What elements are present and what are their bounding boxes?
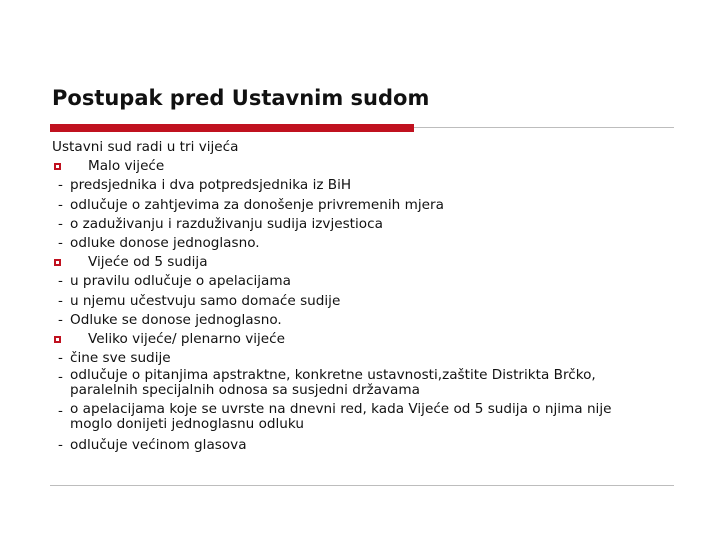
dash-marker: -	[58, 311, 63, 328]
hollow-square-icon	[54, 259, 61, 266]
intro-text: Ustavni sud radi u tri vijeća	[52, 139, 239, 155]
dash-marker: -	[58, 215, 63, 232]
list-item	[52, 349, 652, 368]
list-item-text: u njemu učestvuju samo domaće sudije	[70, 292, 341, 309]
title-divider-line	[414, 127, 674, 128]
list-item	[52, 292, 652, 311]
list-item	[52, 234, 652, 253]
list-item-text: odluke donose jednoglasno.	[70, 234, 260, 251]
dash-marker: -	[58, 350, 63, 367]
list-item-text: predsjednika i dva potpredsjednika iz BiH	[70, 177, 352, 194]
section-heading-label: Vijeće od 5 sudija	[88, 254, 208, 271]
list-item	[52, 436, 652, 455]
dash-marker: -	[58, 437, 63, 454]
section-heading-label: Veliko vijeće/ plenarno vijeće	[88, 330, 286, 347]
list-item	[52, 272, 652, 291]
section-heading-vijece-od-5-sudija	[52, 253, 652, 272]
list-item	[52, 311, 652, 330]
hollow-square-icon	[54, 163, 61, 170]
dash-marker: -	[58, 234, 63, 251]
list-item	[52, 402, 652, 432]
hollow-square-icon	[54, 336, 61, 343]
list-item	[52, 215, 652, 234]
list-item	[52, 176, 652, 195]
dash-marker: -	[58, 273, 63, 290]
section-heading-veliko-vijece	[52, 330, 652, 349]
slide-title: Postupak pred Ustavnim sudom	[52, 86, 430, 110]
list-item-text: odlučuje o pitanjima apstraktne, konkretne ustavnosti,zaštite Distrikta Brčko, paralelnih specijalnih odnosa sa susjedni državama	[70, 367, 596, 399]
dash-marker: -	[58, 196, 63, 213]
section-heading-label: Malo vijeće	[88, 158, 165, 175]
list-item-text: o apelacijama koje se uvrste na dnevni red, kada Vijeće od 5 sudija o njima nije moglo donijeti jednoglasnu odluku	[70, 401, 612, 433]
slide-body	[52, 138, 652, 455]
list-item-text: u pravilu odlučuje o apelacijama	[70, 273, 291, 290]
list-item-text: Odluke se donose jednoglasno.	[70, 311, 282, 328]
list-item	[52, 368, 652, 398]
dash-marker: -	[58, 369, 63, 386]
title-accent-bar	[50, 124, 414, 132]
dash-marker: -	[58, 292, 63, 309]
dash-marker: -	[58, 177, 63, 194]
list-item	[52, 196, 652, 215]
list-item-text: odlučuje većinom glasova	[70, 437, 247, 454]
dash-marker: -	[58, 403, 63, 420]
list-item-text: čine sve sudije	[70, 350, 171, 367]
section-heading-malo-vijece	[52, 157, 652, 176]
footer-divider-line	[50, 485, 674, 486]
list-item-text: o zaduživanju i razduživanju sudija izvjestioca	[70, 215, 383, 232]
list-item-text: odlučuje o zahtjevima za donošenje privremenih mjera	[70, 196, 444, 213]
